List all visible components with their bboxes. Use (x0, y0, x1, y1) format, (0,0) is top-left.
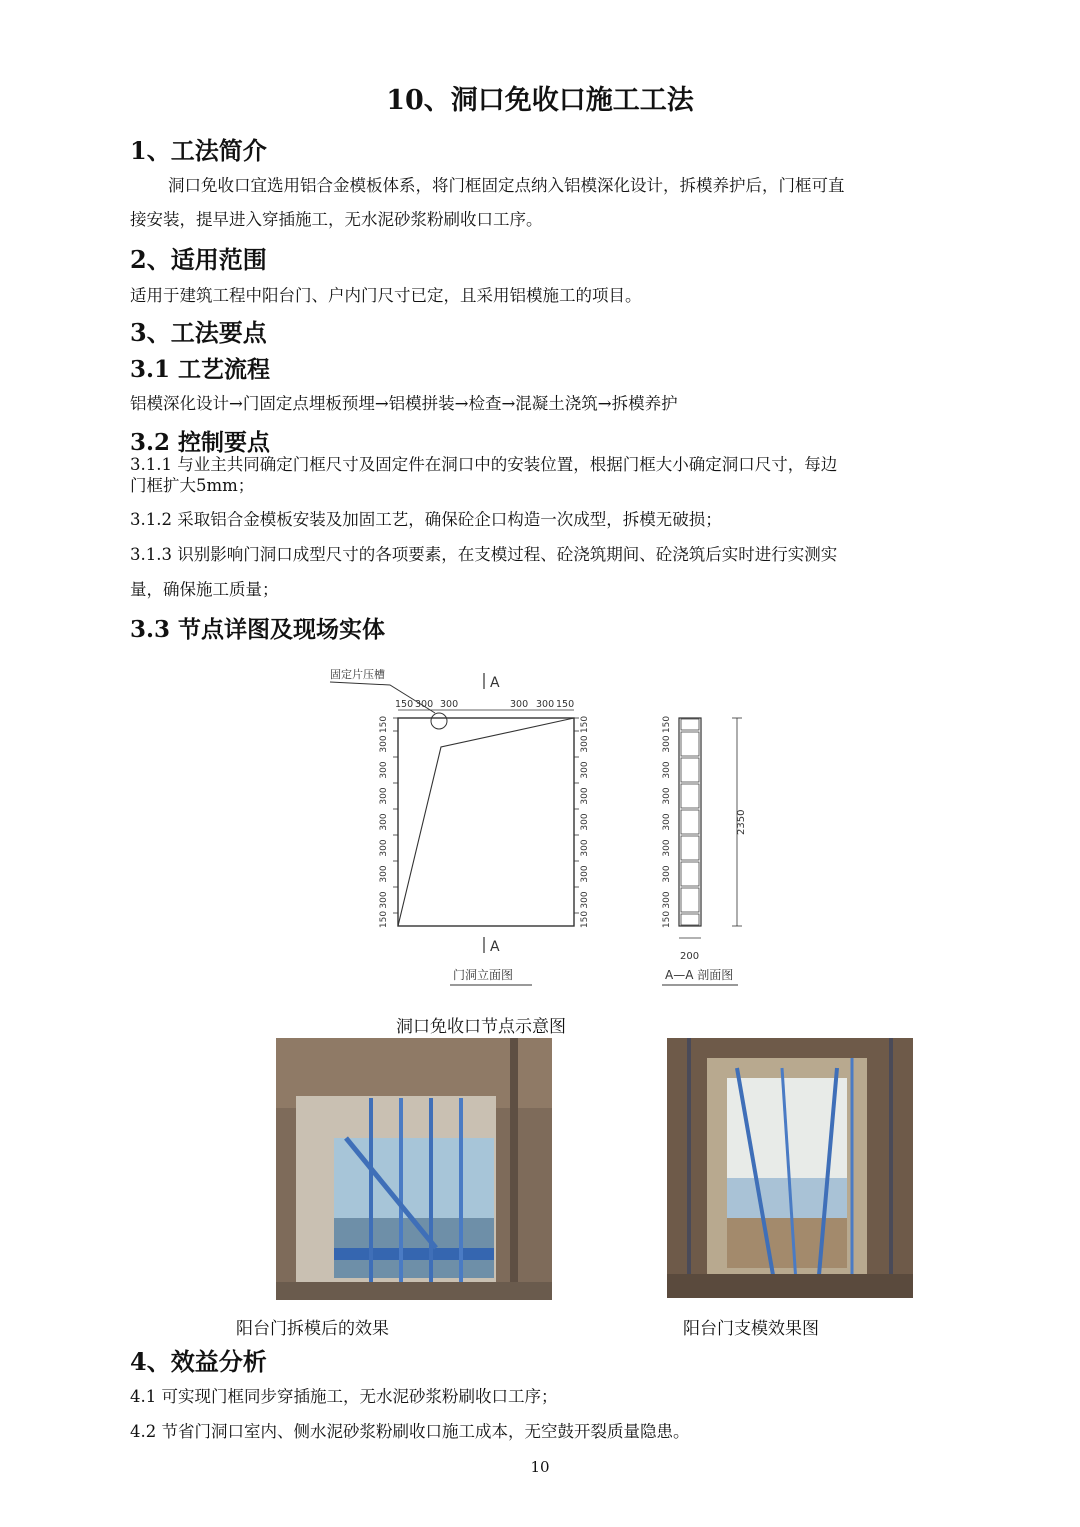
dim-width-label: 200 (680, 951, 700, 962)
side-dim-label: 300 (662, 735, 672, 753)
balcony-door-formwork-photo (667, 1038, 913, 1298)
section-3-2-heading: 3.2 控制要点 (130, 429, 271, 456)
side-dim-label: 300 (379, 891, 389, 909)
door-swing-line (398, 718, 574, 926)
control-item-2: 3.1.2 采取铝合金模板安装及加固工艺，确保砼企口构造一次成型，拆模无破损； (130, 510, 722, 529)
side-dim-label: 300 (379, 865, 389, 883)
side-dim-label: 300 (662, 865, 672, 883)
side-dim-label: 300 (662, 761, 672, 779)
control-item-3-line-2: 量，确保施工质量； (130, 580, 279, 599)
section-1-line-1: 洞口免收口宜选用铝合金模板体系，将门框固定点纳入铝模深化设计，拆模养护后，门框可直 (168, 176, 845, 195)
side-dim-label: 150 (379, 715, 389, 734)
section-panel-cell (681, 836, 699, 860)
section-panel-cell (681, 719, 699, 730)
control-item-1-line-1: 3.1.1 与业主共同确定门框尺寸及固定件在洞口中的安装位置，根据门框大小确定洞口尺寸，每边 (130, 455, 838, 474)
section-panel-cell (681, 888, 699, 912)
section-2-heading: 2、适用范围 (130, 245, 267, 274)
dim-top-right-2: 300 (536, 699, 555, 710)
side-dim-label: 300 (379, 735, 389, 753)
left-photo-caption: 阳台门拆模后的效果 (236, 1319, 389, 1339)
side-dim-label: 300 (580, 761, 590, 779)
side-dim-label: 150 (580, 715, 590, 734)
dim-top-right-1: 300 (510, 699, 529, 710)
section-3-3-heading: 3.3 节点详图及现场实体 (130, 616, 386, 643)
section-3-heading: 3、工法要点 (130, 318, 267, 347)
section-1-heading: 1、工法简介 (130, 136, 267, 165)
side-dim-label: 300 (580, 891, 590, 909)
side-dim-label: 300 (580, 839, 590, 857)
control-item-1-line-2: 门框扩大5mm； (130, 476, 255, 495)
side-dim-label: 300 (662, 813, 672, 831)
section-4-heading: 4、效益分析 (130, 1347, 267, 1376)
section-panel-cell (681, 810, 699, 834)
dim-top-left-2: 300 (415, 699, 434, 710)
side-dim-label: 300 (580, 813, 590, 831)
benefit-item-2: 4.2 节省门洞口室内、侧水泥砂浆粉刷收口施工成本，无空鼓开裂质量隐患。 (130, 1422, 690, 1441)
side-dim-label: 150 (379, 910, 389, 929)
benefit-item-1: 4.1 可实现门框同步穿插施工，无水泥砂浆粉刷收口工序； (130, 1387, 558, 1406)
section-marker-top-label: A (490, 675, 500, 691)
elevation-title: 门洞立面图 (453, 968, 514, 982)
side-dim-label: 150 (662, 715, 672, 734)
section-panel-cell (681, 732, 699, 756)
process-flow-text: 铝模深化设计→门固定点埋板预埋→铝模拼装→检查→混凝土浇筑→拆模养护 (130, 394, 678, 413)
section-panel-cell (681, 862, 699, 886)
side-dim-label: 300 (580, 865, 590, 883)
section-3-1-heading: 3.1 工艺流程 (130, 356, 271, 383)
right-photo-caption: 阳台门支模效果图 (683, 1319, 819, 1339)
side-dim-label: 300 (379, 813, 389, 831)
section-panel-cell (681, 784, 699, 808)
figure-caption: 洞口免收口节点示意图 (396, 1017, 566, 1037)
section-outline (679, 718, 701, 926)
door-opening-detail-drawing (300, 655, 780, 1000)
side-dim-label: 300 (662, 839, 672, 857)
side-dim-label: 300 (379, 839, 389, 857)
section-marker-bottom-label: A (490, 939, 500, 955)
section-1-line-2: 接安装，提早进入穿插施工，无水泥砂浆粉刷收口工序。 (130, 210, 543, 229)
dim-top-right-3: 150 (556, 699, 575, 710)
page-title: 10、洞口免收口施工工法 (386, 85, 694, 116)
side-dim-label: 300 (580, 787, 590, 805)
section-2-text: 适用于建筑工程中阳台门、户内门尺寸已定，且采用铝模施工的项目。 (130, 286, 642, 305)
dim-top-left-1: 150 (395, 699, 414, 710)
side-dim-label: 150 (580, 910, 590, 929)
side-dim-label: 300 (379, 761, 389, 779)
side-dim-label: 300 (379, 787, 389, 805)
dim-height-label: 2350 (736, 809, 747, 835)
section-panel-cells (681, 719, 699, 925)
section-title: A—A 剖面图 (665, 968, 734, 982)
dim-top-left-3: 300 (440, 699, 459, 710)
side-dim-label: 300 (662, 787, 672, 805)
side-dim-label: 300 (662, 891, 672, 909)
section-panel-cell (681, 758, 699, 782)
section-panel-cell (681, 914, 699, 925)
balcony-door-after-formwork-removal-photo (276, 1038, 552, 1300)
door-opening-outline (398, 718, 574, 926)
fixing-groove-marker (431, 713, 447, 729)
control-item-3-line-1: 3.1.3 识别影响门洞口成型尺寸的各项要素，在支模过程、砼浇筑期间、砼浇筑后实时进行实测实 (130, 545, 838, 564)
fixing-groove-label: 固定片压槽 (330, 668, 385, 681)
page-number: 10 (530, 1458, 550, 1476)
side-dim-label: 300 (580, 735, 590, 753)
side-dim-label: 150 (662, 910, 672, 929)
